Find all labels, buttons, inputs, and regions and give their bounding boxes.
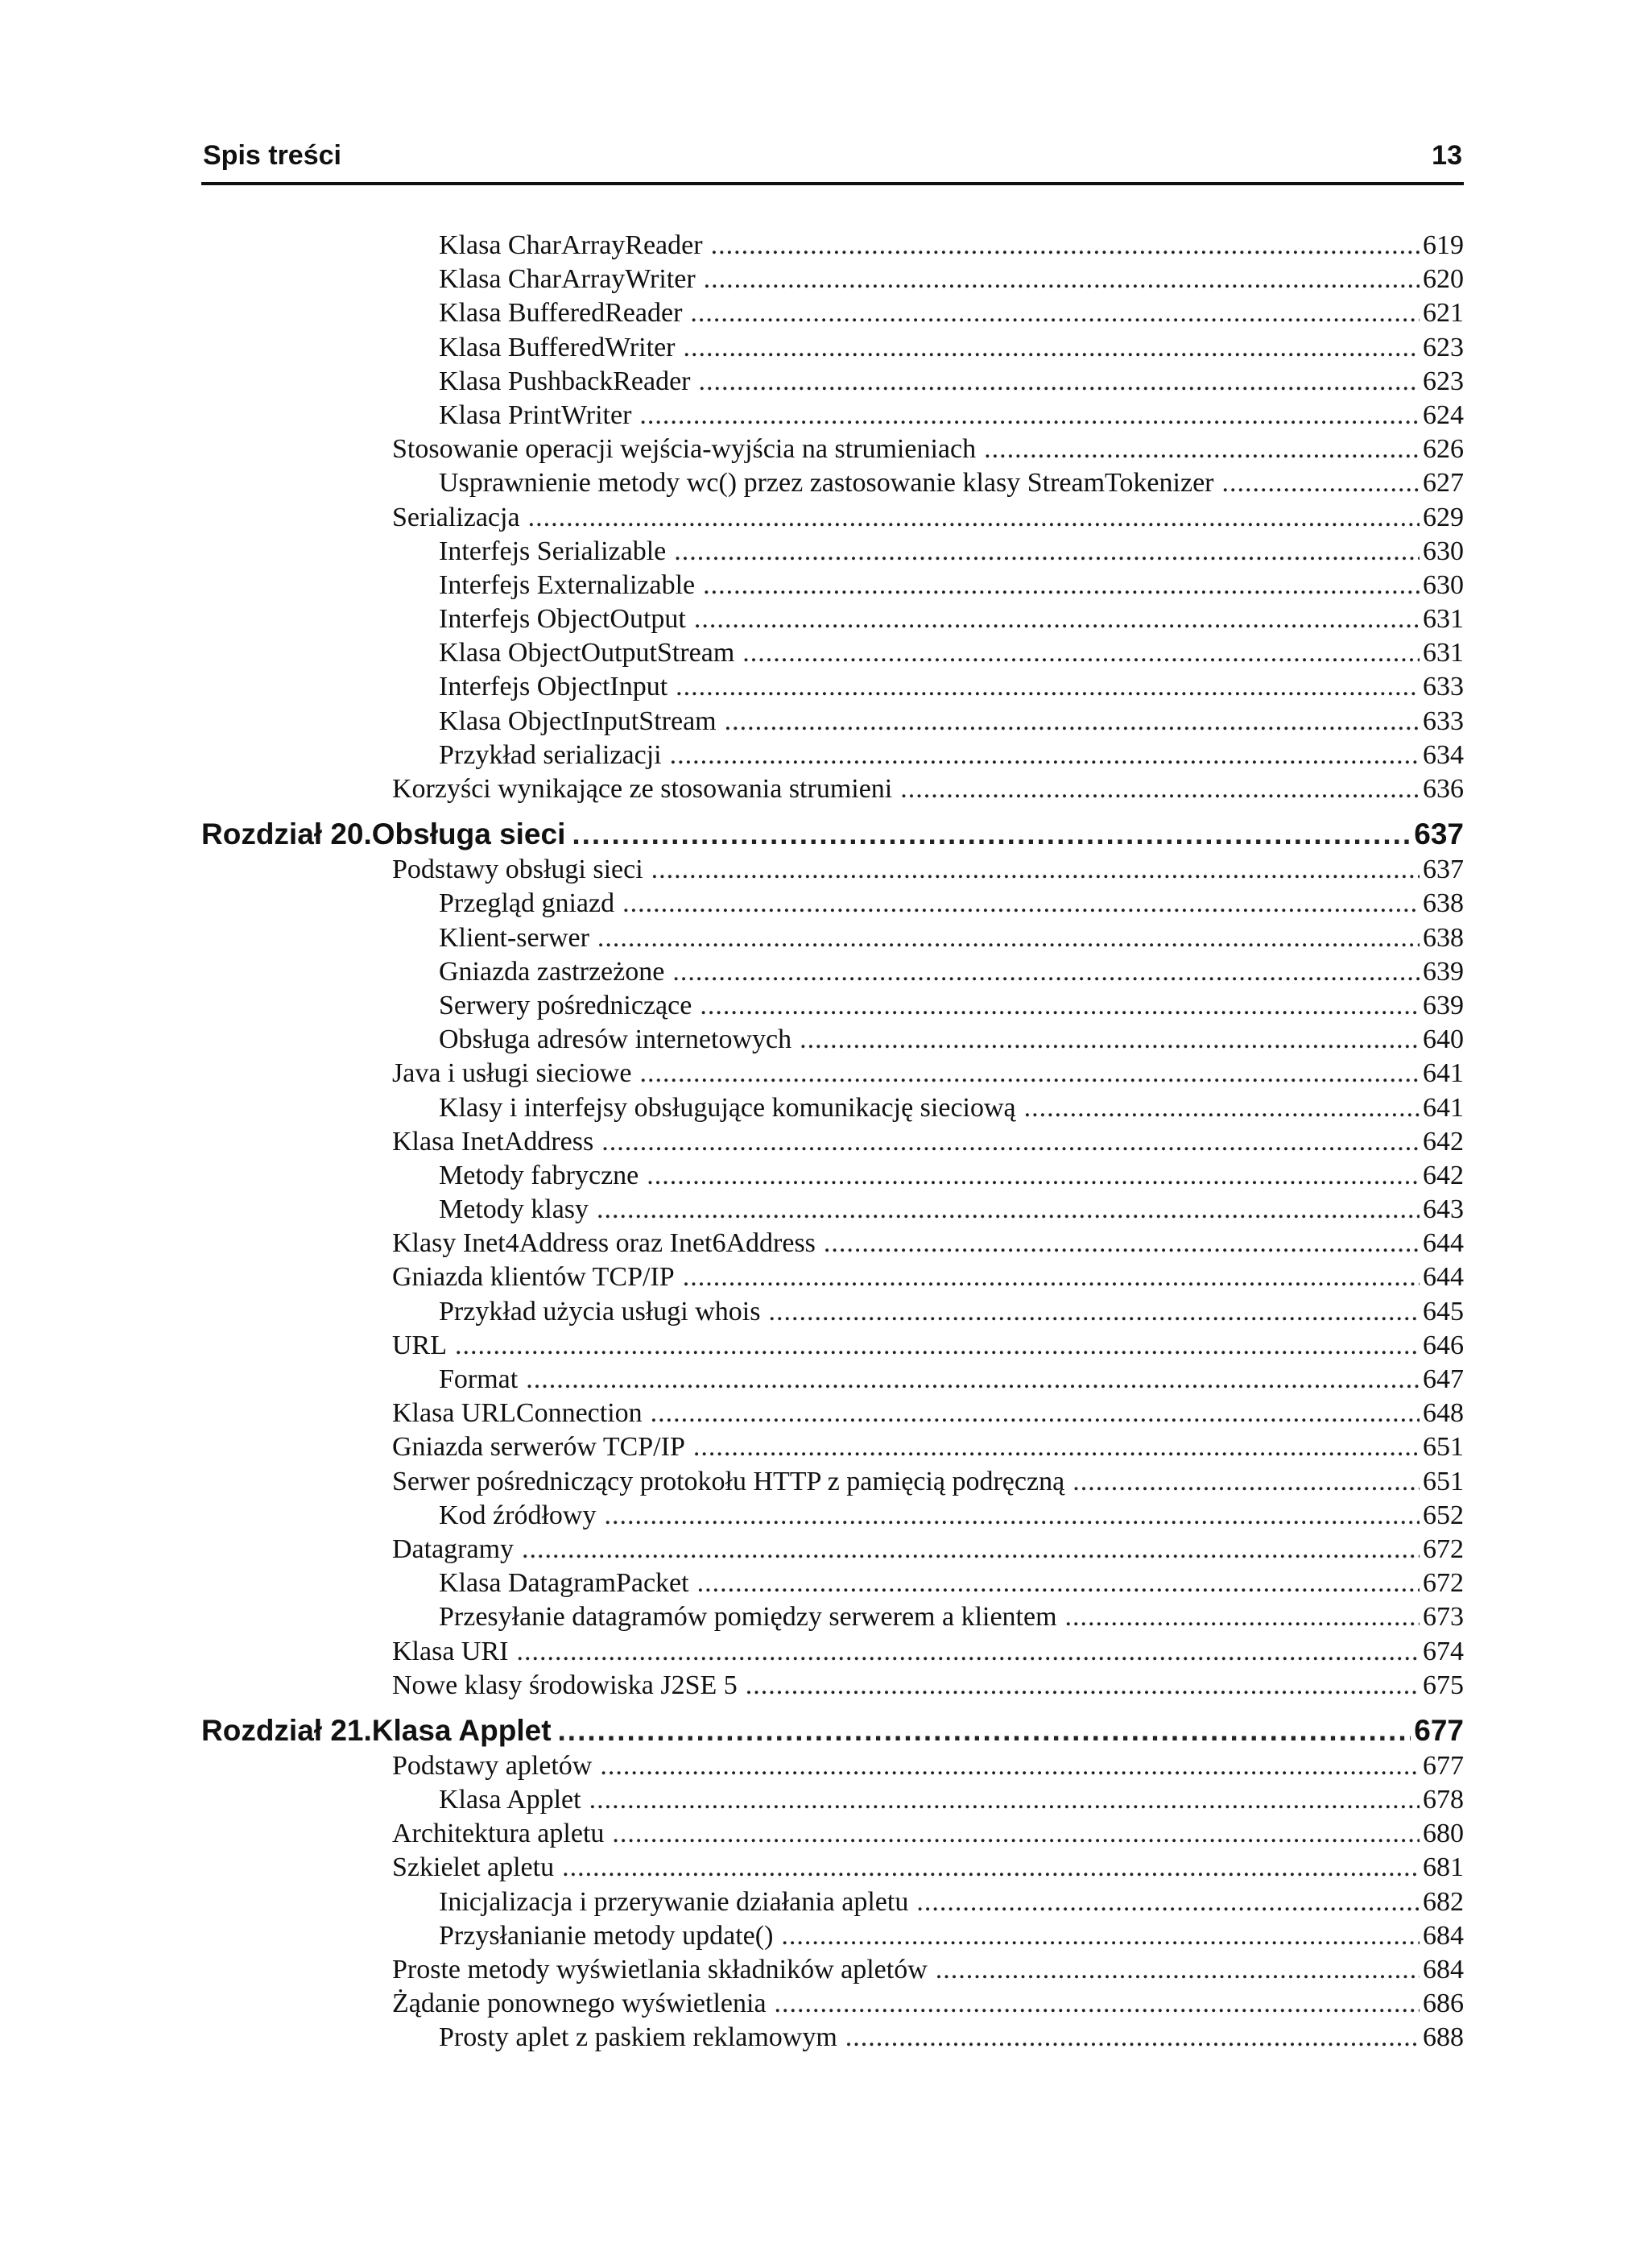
toc-entry-page: 624 xyxy=(1423,399,1464,430)
toc-entry xyxy=(201,1297,1464,1331)
toc-entry xyxy=(201,400,1464,434)
toc-entry-title: Java i usługi sieciowe xyxy=(392,1058,632,1089)
toc-entry-page: 678 xyxy=(1423,1785,1464,1815)
toc-entry-page: 634 xyxy=(1423,739,1464,770)
dot-leader xyxy=(1065,1602,1420,1633)
dot-leader xyxy=(522,1534,1420,1565)
dot-leader xyxy=(601,1127,1420,1157)
toc-entry-page: 626 xyxy=(1423,434,1464,465)
toc-entry-title: Przykład użycia usługi whois xyxy=(439,1296,761,1326)
dot-leader xyxy=(572,817,1411,851)
toc-entry xyxy=(201,672,1464,706)
dot-leader xyxy=(604,1500,1420,1531)
toc-entry xyxy=(201,1500,1464,1534)
toc-entry-page: 680 xyxy=(1423,1819,1464,1849)
dot-leader xyxy=(651,1398,1420,1429)
toc-entry-title: Klasa CharArrayReader xyxy=(439,230,703,260)
toc-entry xyxy=(201,1093,1464,1127)
toc-entry xyxy=(201,366,1464,400)
toc-entry-title: Klasa ObjectInputStream xyxy=(439,706,717,736)
toc-entry xyxy=(201,1534,1464,1568)
dot-leader xyxy=(683,1262,1420,1293)
toc-entry-page: 674 xyxy=(1423,1636,1464,1666)
toc-entry-page: 673 xyxy=(1423,1602,1464,1633)
toc-entry-title: URL xyxy=(392,1330,447,1360)
dot-leader xyxy=(670,740,1420,771)
dot-leader xyxy=(1072,1467,1420,1497)
toc-entry-page: 627 xyxy=(1423,468,1464,499)
toc-entry-page: 642 xyxy=(1423,1126,1464,1157)
toc-entry-title: Gniazda serwerów TCP/IP xyxy=(392,1432,685,1463)
dot-leader xyxy=(1024,1093,1420,1124)
toc-entry-title: Klasa ObjectOutputStream xyxy=(439,638,735,668)
dot-leader xyxy=(528,503,1420,533)
dot-leader xyxy=(526,1364,1420,1395)
toc-entry-page: 636 xyxy=(1423,774,1464,804)
dot-leader xyxy=(622,888,1420,919)
dot-leader xyxy=(639,400,1420,431)
toc-entry xyxy=(201,957,1464,991)
toc-entry-page: 677 xyxy=(1423,1750,1464,1781)
toc-entry xyxy=(201,706,1464,740)
toc-entry-title: Obsługa sieci xyxy=(371,817,566,851)
toc-entry xyxy=(201,638,1464,672)
toc-entry xyxy=(201,604,1464,638)
toc-entry-page: 644 xyxy=(1423,1262,1464,1293)
toc-entry-title: Prosty aplet z paskiem reklamowym xyxy=(439,2022,837,2053)
dot-leader xyxy=(647,1161,1420,1191)
toc-entry-page: 684 xyxy=(1423,1955,1464,1984)
toc-entry-page: 646 xyxy=(1423,1330,1464,1360)
toc-entry-page: 672 xyxy=(1423,1533,1464,1564)
toc-entry xyxy=(201,1637,1464,1670)
toc-entry-page: 643 xyxy=(1423,1194,1464,1225)
toc-entry xyxy=(201,570,1464,604)
header-page-number: 13 xyxy=(1432,140,1462,171)
toc-entry-title: Interfejs ObjectOutput xyxy=(439,604,686,635)
toc-entry-page: 640 xyxy=(1423,1024,1464,1055)
dot-leader xyxy=(558,1714,1411,1748)
toc-entry-title: Usprawnienie metody wc() przez zastosowanie klasy StreamTokenizer xyxy=(439,468,1214,499)
toc-entry xyxy=(201,333,1464,366)
toc-entry-page: 637 xyxy=(1423,855,1464,885)
toc-entry xyxy=(201,1785,1464,1819)
dot-leader xyxy=(455,1331,1420,1361)
toc-entry xyxy=(201,923,1464,957)
dot-leader xyxy=(704,264,1420,295)
dot-leader xyxy=(746,1670,1420,1701)
chapter-number: Rozdział 21. xyxy=(201,1713,372,1747)
toc-entry-title: Przesyłanie datagramów pomiędzy serwerem a klientem xyxy=(439,1602,1057,1633)
toc-entry-page: 686 xyxy=(1423,1989,1464,2019)
toc-entry xyxy=(201,1194,1464,1228)
dot-leader xyxy=(742,638,1420,668)
toc-entry-page: 642 xyxy=(1423,1160,1464,1190)
toc-entry-page: 682 xyxy=(1423,1886,1464,1917)
toc-entry xyxy=(201,434,1464,468)
toc-entry-title: Klasa BufferedWriter xyxy=(439,332,676,362)
toc-entry xyxy=(201,1852,1464,1886)
toc-entry-title: Inicjalizacja i przerywanie działania apletu xyxy=(439,1886,909,1917)
toc-entry xyxy=(201,1262,1464,1296)
toc-entry-page: 684 xyxy=(1423,1920,1464,1951)
toc-entry-page: 651 xyxy=(1423,1466,1464,1496)
toc-entry xyxy=(201,1228,1464,1262)
toc-entry-page: 651 xyxy=(1423,1432,1464,1463)
dot-leader xyxy=(725,706,1420,737)
toc-entry-title: Podstawy apletów xyxy=(392,1750,593,1781)
toc-entry-page: 645 xyxy=(1423,1296,1464,1326)
dot-leader xyxy=(597,923,1420,954)
toc-entry-title: Kod źródłowy xyxy=(439,1500,597,1530)
dot-leader xyxy=(597,1194,1420,1225)
dot-leader xyxy=(775,1989,1420,2019)
toc-entry xyxy=(201,1568,1464,1602)
toc-entry-title: Żądanie ponownego wyświetlenia xyxy=(392,1989,767,2019)
toc-entry-page: 639 xyxy=(1423,990,1464,1020)
toc-entry xyxy=(201,2022,1464,2056)
dot-leader xyxy=(700,991,1420,1021)
toc-entry-title: Podstawy obsługi sieci xyxy=(392,855,643,885)
toc-entry-title: Klasa URLConnection xyxy=(392,1398,643,1429)
toc-chapter-entry xyxy=(201,817,1464,853)
toc-entry-title: Przegląd gniazd xyxy=(439,888,615,919)
toc-entry-title: Gniazda klientów TCP/IP xyxy=(392,1262,675,1293)
dot-leader xyxy=(1221,468,1420,499)
table-of-contents xyxy=(201,230,1464,2057)
toc-entry-page: 620 xyxy=(1423,264,1464,295)
toc-entry-page: 630 xyxy=(1423,536,1464,566)
toc-entry xyxy=(201,1670,1464,1704)
dot-leader xyxy=(612,1819,1420,1849)
toc-entry xyxy=(201,1398,1464,1432)
toc-entry xyxy=(201,1955,1464,1989)
toc-entry xyxy=(201,1364,1464,1398)
toc-entry xyxy=(201,1819,1464,1852)
toc-entry xyxy=(201,855,1464,888)
toc-entry-title: Szkielet apletu xyxy=(392,1852,555,1883)
toc-entry-title: Korzyści wynikające ze stosowania strumieni xyxy=(392,774,893,804)
toc-entry-page: 631 xyxy=(1423,638,1464,668)
header-title: Spis treści xyxy=(203,140,341,171)
toc-entry xyxy=(201,1058,1464,1092)
toc-entry-title: Format xyxy=(439,1364,519,1394)
toc-entry-page: 675 xyxy=(1423,1670,1464,1700)
toc-entry-page: 631 xyxy=(1423,604,1464,635)
toc-entry-page: 641 xyxy=(1423,1058,1464,1089)
toc-entry-title: Obsługa adresów internetowych xyxy=(439,1024,792,1055)
toc-entry-page: 633 xyxy=(1423,672,1464,702)
dot-leader xyxy=(516,1637,1420,1667)
toc-entry-title: Przykład serializacji xyxy=(439,739,662,770)
toc-entry xyxy=(201,774,1464,808)
toc-entry-page: 630 xyxy=(1423,569,1464,600)
toc-entry-page: 652 xyxy=(1423,1500,1464,1530)
toc-entry-title: Serwer pośredniczący protokołu HTTP z pamięcią podręczną xyxy=(392,1466,1065,1496)
toc-entry-title: Klasa BufferedReader xyxy=(439,298,683,329)
dot-leader xyxy=(916,1887,1420,1918)
toc-entry-title: Klasa Applet xyxy=(439,1785,581,1815)
toc-entry xyxy=(201,1024,1464,1058)
toc-entry-title: Klasa Applet xyxy=(371,1713,552,1747)
chapter-number: Rozdział 20. xyxy=(201,817,372,851)
toc-entry-page: 681 xyxy=(1423,1852,1464,1883)
toc-entry-page: 629 xyxy=(1423,502,1464,532)
toc-entry-title: Przysłanianie metody update() xyxy=(439,1920,774,1951)
dot-leader xyxy=(845,2022,1420,2053)
toc-entry-page: 637 xyxy=(1414,817,1464,851)
toc-entry-page: 648 xyxy=(1423,1398,1464,1429)
dot-leader xyxy=(600,1751,1420,1782)
toc-entry-title: Proste metody wyświetlania składników apletów xyxy=(392,1955,928,1984)
toc-entry-title: Klasa InetAddress xyxy=(392,1126,594,1157)
toc-entry-title: Interfejs ObjectInput xyxy=(439,672,668,702)
toc-entry-title: Datagramy xyxy=(392,1533,515,1564)
dot-leader xyxy=(800,1024,1420,1055)
toc-entry xyxy=(201,1467,1464,1500)
dot-leader xyxy=(676,672,1420,702)
dot-leader xyxy=(768,1297,1420,1327)
toc-entry xyxy=(201,888,1464,922)
toc-entry xyxy=(201,503,1464,536)
toc-entry xyxy=(201,1921,1464,1955)
dot-leader xyxy=(683,333,1420,363)
toc-entry xyxy=(201,740,1464,774)
dot-leader xyxy=(651,855,1420,885)
toc-entry-title: Klasy i interfejsy obsługujące komunikację sieciową xyxy=(439,1092,1016,1123)
toc-entry-page: 619 xyxy=(1423,230,1464,260)
dot-leader xyxy=(690,298,1420,329)
toc-entry xyxy=(201,1161,1464,1194)
toc-entry-title: Klasa DatagramPacket xyxy=(439,1568,689,1599)
toc-entry-page: 641 xyxy=(1423,1092,1464,1123)
dot-leader xyxy=(697,1568,1420,1599)
toc-entry-title: Metody klasy xyxy=(439,1194,589,1225)
dot-leader xyxy=(589,1785,1420,1815)
toc-entry-page: 677 xyxy=(1414,1713,1464,1747)
toc-entry-page: 638 xyxy=(1423,922,1464,953)
toc-entry-title: Serializacja xyxy=(392,502,520,532)
toc-entry-page: 621 xyxy=(1423,298,1464,329)
toc-entry xyxy=(201,1602,1464,1636)
toc-entry-title: Architektura apletu xyxy=(392,1819,605,1849)
toc-entry-title: Gniazda zastrzeżone xyxy=(439,956,665,987)
toc-entry-page: 633 xyxy=(1423,706,1464,736)
toc-entry-title: Stosowanie operacji wejścia-wyjścia na strumieniach xyxy=(392,434,977,465)
toc-chapter-entry xyxy=(201,1714,1464,1749)
toc-entry xyxy=(201,468,1464,502)
dot-leader xyxy=(699,366,1420,397)
toc-entry xyxy=(201,1331,1464,1364)
toc-entry-title: Nowe klasy środowiska J2SE 5 xyxy=(392,1670,738,1700)
toc-entry-page: 647 xyxy=(1423,1364,1464,1394)
running-header xyxy=(201,137,1464,185)
dot-leader xyxy=(639,1058,1420,1089)
toc-entry-title: Serwery pośredniczące xyxy=(439,990,692,1020)
toc-entry-page: 623 xyxy=(1423,332,1464,362)
toc-entry-page: 623 xyxy=(1423,366,1464,396)
toc-entry xyxy=(201,1887,1464,1921)
toc-entry xyxy=(201,1751,1464,1785)
dot-leader xyxy=(672,957,1420,987)
toc-entry-title: Metody fabryczne xyxy=(439,1160,639,1190)
dot-leader xyxy=(674,536,1420,567)
toc-entry-page: 672 xyxy=(1423,1568,1464,1599)
toc-entry-title: Klasa URI xyxy=(392,1636,509,1666)
toc-entry xyxy=(201,230,1464,264)
toc-entry-title: Klasa CharArrayWriter xyxy=(439,264,696,295)
toc-entry xyxy=(201,1127,1464,1161)
toc-entry xyxy=(201,536,1464,570)
toc-entry xyxy=(201,298,1464,332)
toc-entry xyxy=(201,1432,1464,1466)
toc-entry-title: Klient-serwer xyxy=(439,922,589,953)
toc-entry-title: Interfejs Serializable xyxy=(439,536,667,566)
dot-leader xyxy=(694,604,1420,635)
dot-leader xyxy=(900,774,1420,805)
dot-leader xyxy=(824,1228,1420,1259)
toc-entry-page: 639 xyxy=(1423,956,1464,987)
toc-entry-page: 644 xyxy=(1423,1228,1464,1259)
toc-entry-title: Klasa PrintWriter xyxy=(439,399,632,430)
toc-entry xyxy=(201,991,1464,1024)
dot-leader xyxy=(984,434,1420,465)
dot-leader xyxy=(711,230,1420,261)
toc-entry-page: 638 xyxy=(1423,888,1464,919)
toc-entry-title: Klasa PushbackReader xyxy=(439,366,691,396)
toc-entry xyxy=(201,1989,1464,2022)
dot-leader xyxy=(936,1955,1420,1985)
dot-leader xyxy=(693,1432,1420,1463)
toc-entry-title: Interfejs Externalizable xyxy=(439,569,696,600)
toc-entry-title: Klasy Inet4Address oraz Inet6Address xyxy=(392,1228,816,1259)
dot-leader xyxy=(703,570,1420,601)
dot-leader xyxy=(562,1852,1420,1883)
toc-entry-page: 688 xyxy=(1423,2022,1464,2053)
dot-leader xyxy=(781,1921,1420,1951)
toc-entry xyxy=(201,264,1464,298)
